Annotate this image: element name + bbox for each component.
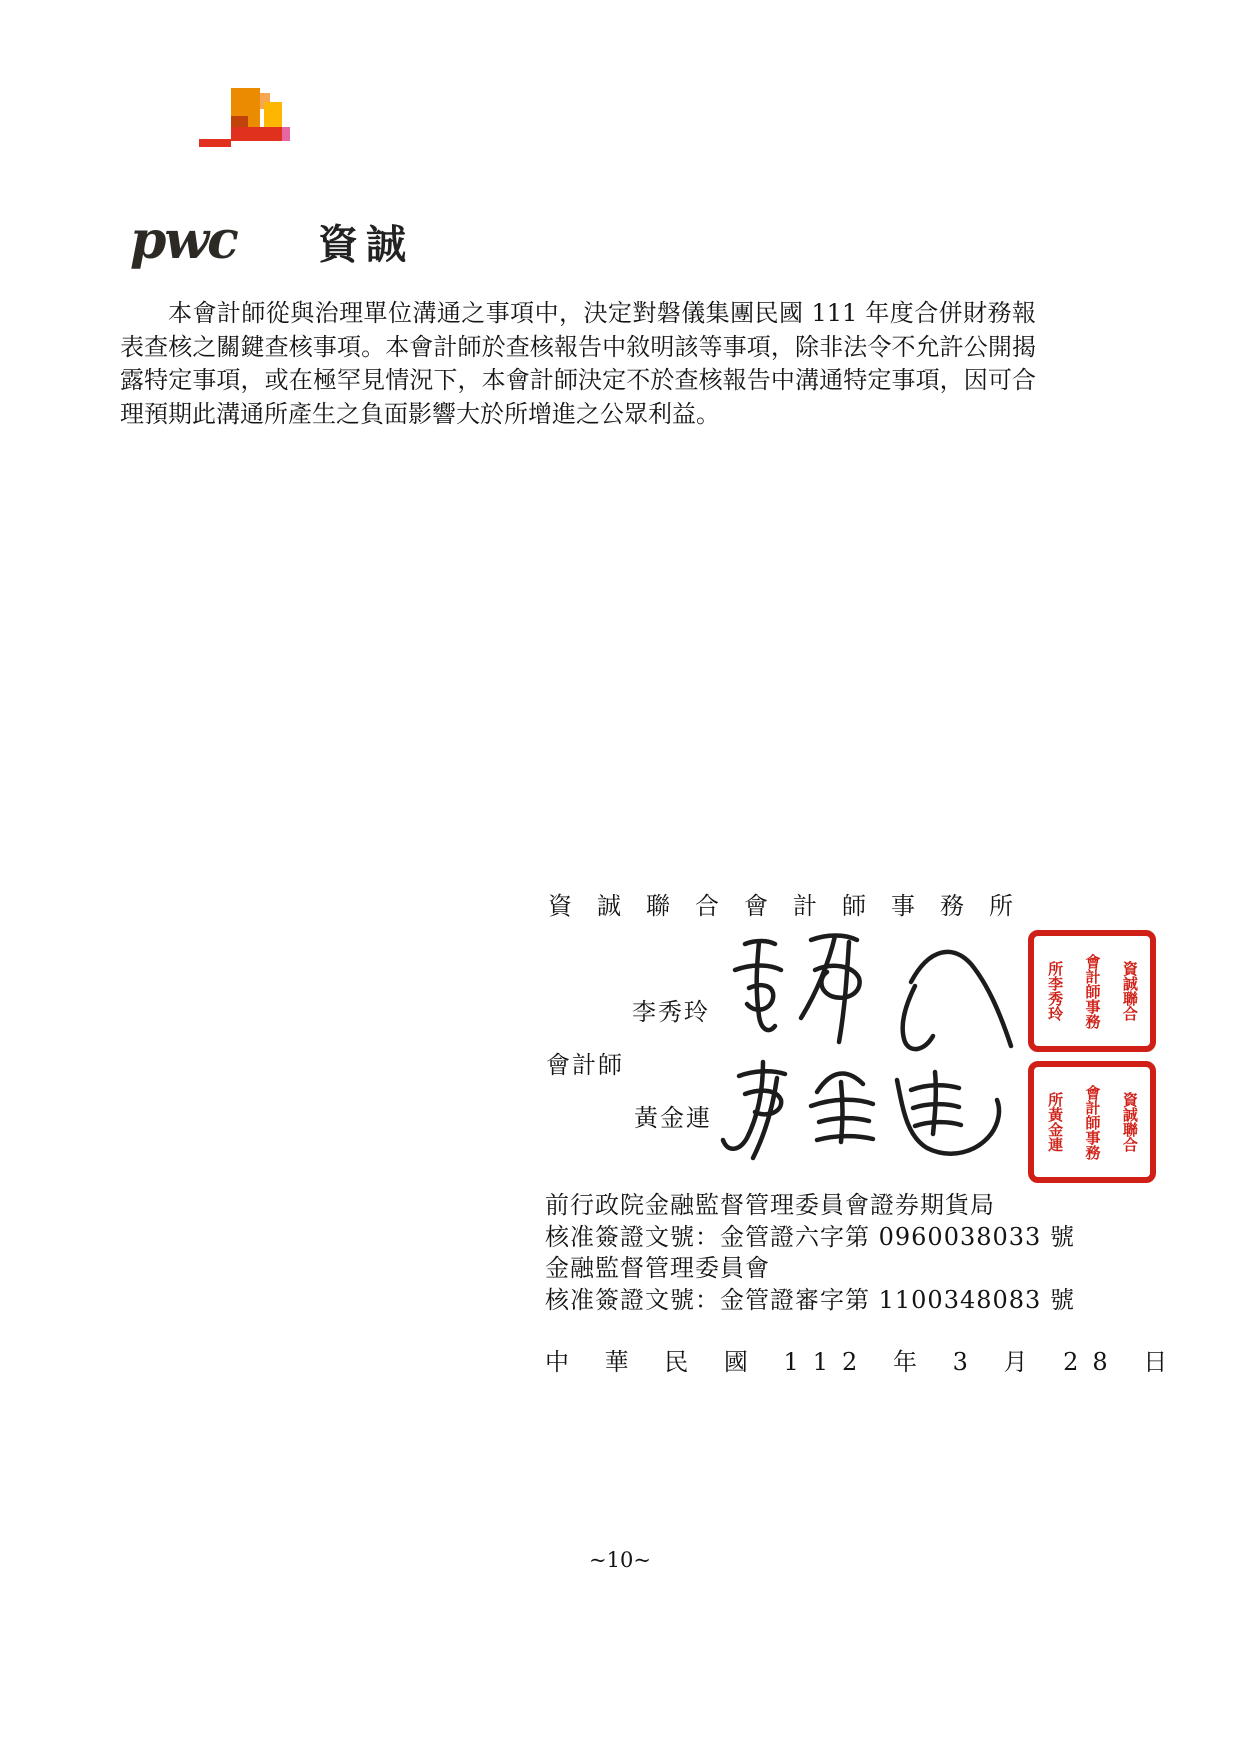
logo-square-yellow (264, 102, 282, 127)
regulatory-line: 前行政院金融監督管理委員會證券期貨局 (545, 1191, 995, 1219)
handwritten-signatures (715, 930, 1055, 1180)
logo-bar-red (199, 139, 231, 147)
seal-text-column: 會計師事務 (1083, 953, 1102, 1029)
red-seal-stamp-2 (1028, 1061, 1156, 1183)
logo-square-red-row (231, 127, 282, 141)
seal-text-column: 資誠聯合 (1120, 1092, 1139, 1152)
brand-name-cjk: 資誠 (318, 221, 414, 268)
accountant-role-label: 會計師 (546, 1051, 624, 1079)
seal-text-column: 會計師事務 (1083, 1084, 1102, 1160)
regulatory-line: 核准簽證文號：金管證六字第 0960038033 號 (545, 1222, 1075, 1251)
regulatory-line: 核准簽證文號：金管證審字第 1100348083 號 (545, 1285, 1075, 1314)
report-paragraph: 本會計師從與治理單位溝通之事項中，決定對磐儀集團民國 111 年度合併財務報表查核之關鍵查核事項。本會計師於查核報告中敘明該等事項，除非法令不允許公開揭露特定事項，或在極罕見情況下，本會計師決定不於查核報告中溝通特定事項，因可合理預期此溝通所產生之負面影響大於所增進之公眾利益。 (120, 299, 1036, 428)
accountant-name-1: 李秀玲 (632, 998, 710, 1026)
firm-name: 資誠聯合會計師事務所 (548, 892, 1038, 920)
report-date: 中 華 民 國 112 年 3 月 28 日 (545, 1348, 1182, 1376)
regulatory-approval-block (545, 1190, 1105, 1316)
seal-text-column: 所李秀玲 (1046, 961, 1065, 1021)
pwc-wordmark: pwc (130, 210, 237, 271)
regulatory-line: 金融監督管理委員會 (545, 1254, 770, 1282)
red-seal-stamp-1 (1028, 930, 1156, 1052)
logo-square-pink (282, 127, 290, 141)
pwc-logo (130, 75, 460, 271)
seal-text-column: 資誠聯合 (1120, 961, 1139, 1021)
page-number: ~10~ (589, 1548, 651, 1572)
accountant-name-2: 黃金連 (634, 1104, 712, 1132)
seal-text-column: 所黃金連 (1046, 1092, 1065, 1152)
